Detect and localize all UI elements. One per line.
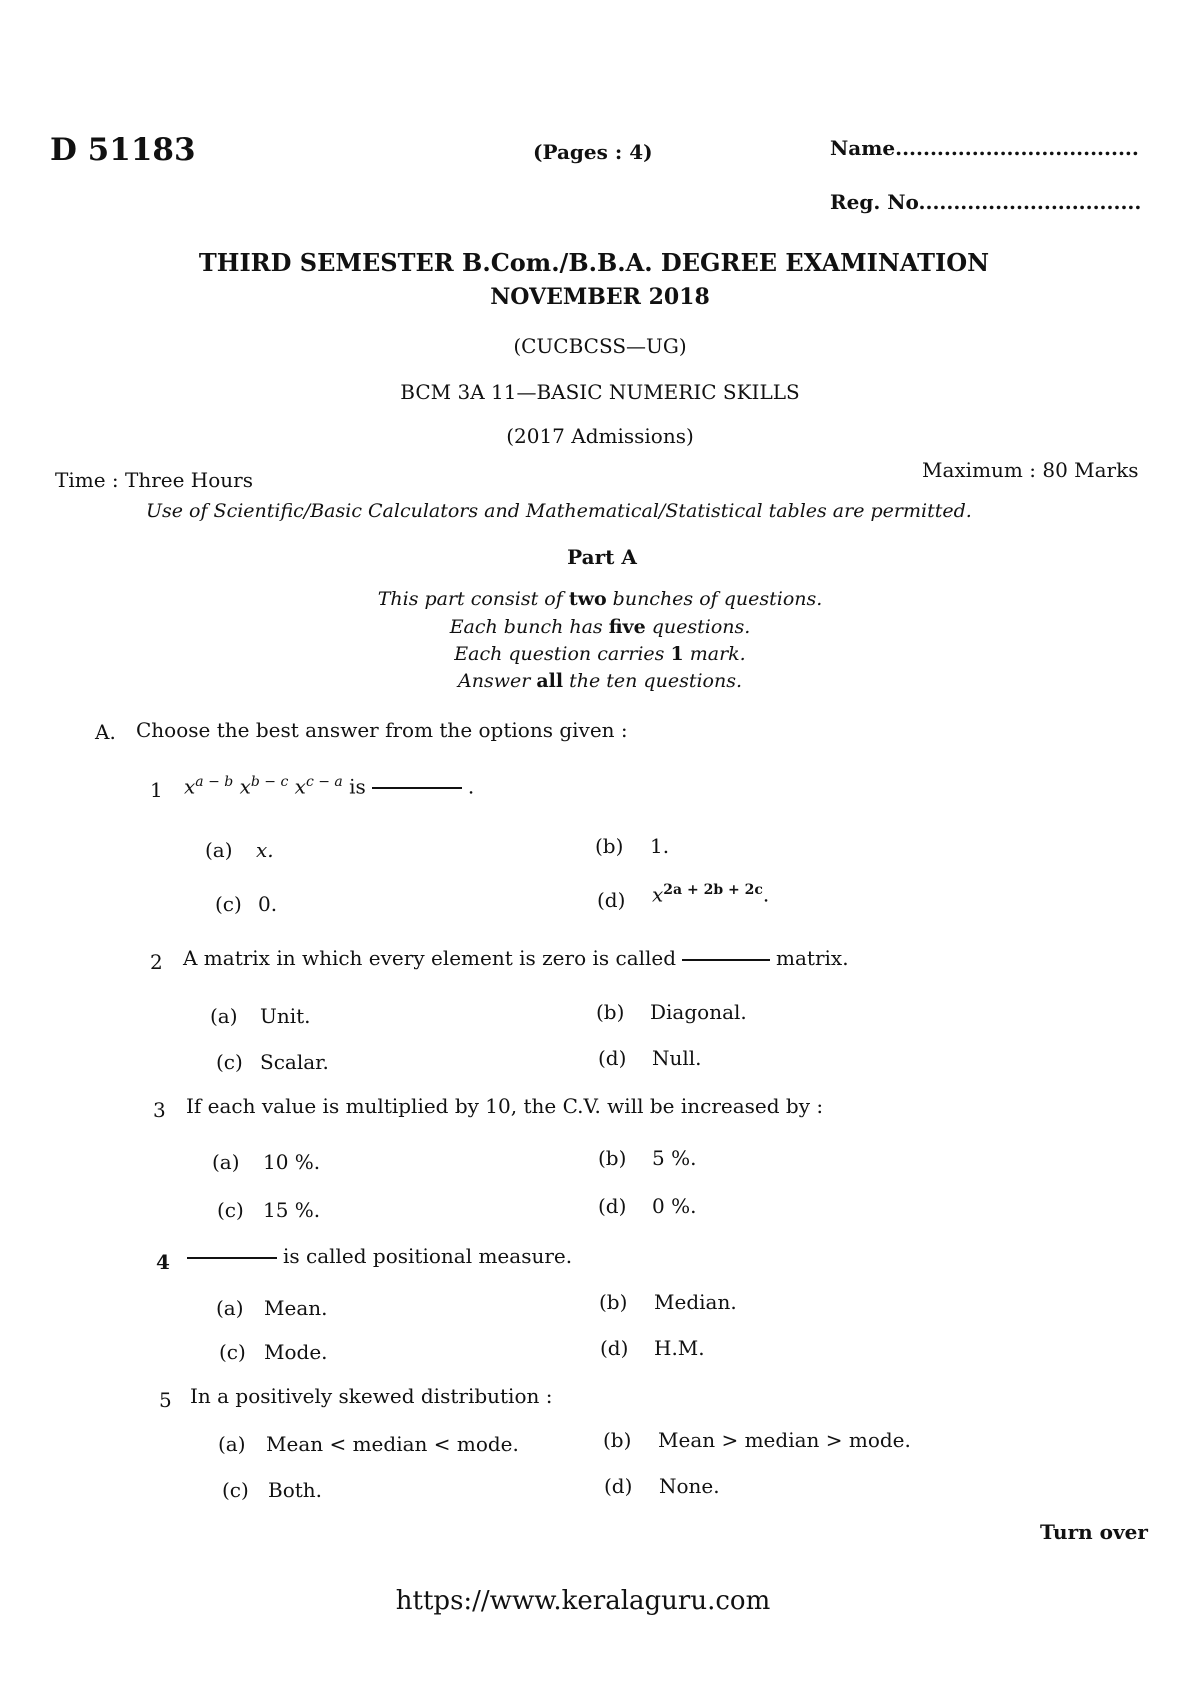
option-label: (d) xyxy=(600,1336,629,1360)
question-number: 1 xyxy=(150,778,163,802)
option-label: (c) xyxy=(216,1050,243,1074)
calculator-instruction: Use of Scientific/Basic Calculators and Mathematical/Statistical tables are permitted. xyxy=(146,500,972,522)
option-text: 10 %. xyxy=(263,1150,321,1174)
option-text: Mode. xyxy=(264,1340,328,1364)
exam-title: THIRD SEMESTER B.Com./B.B.A. DEGREE EXAMINATION xyxy=(198,248,990,277)
option-label: (a) xyxy=(216,1296,244,1320)
section-label: A. xyxy=(95,720,116,744)
course-title: BCM 3A 11—BASIC NUMERIC SKILLS xyxy=(400,380,800,404)
option-text: Null. xyxy=(652,1046,702,1070)
option-label: (b) xyxy=(596,1000,625,1024)
option-label: (c) xyxy=(219,1340,246,1364)
section-instruction: Choose the best answer from the options given : xyxy=(136,718,628,742)
option-text: 1. xyxy=(650,834,670,858)
option-label: (a) xyxy=(210,1004,238,1028)
exam-month: NOVEMBER 2018 xyxy=(490,284,710,310)
scheme: (CUCBCSS—UG) xyxy=(513,334,687,358)
option-label: (c) xyxy=(215,892,242,916)
time-allowed: Time : Three Hours xyxy=(55,468,253,492)
option-label: (b) xyxy=(603,1428,632,1452)
admissions: (2017 Admissions) xyxy=(506,424,694,448)
name-field: Name................................... xyxy=(830,136,1139,160)
option-label: (d) xyxy=(598,1046,627,1070)
question-number: 3 xyxy=(153,1098,166,1122)
paper-code: D 51183 xyxy=(50,132,196,168)
reg-no-field: Reg. No................................ xyxy=(830,190,1142,214)
option-label: (d) xyxy=(597,888,626,912)
maximum-marks: Maximum : 80 Marks xyxy=(922,458,1139,482)
option-text: Mean < median < mode. xyxy=(266,1432,519,1456)
instruction-note-2: Each bunch has five questions. xyxy=(449,616,751,638)
option-label: (c) xyxy=(217,1198,244,1222)
option-text: Mean. xyxy=(264,1296,328,1320)
instruction-note-1: This part consist of two bunches of questions. xyxy=(377,588,823,610)
question-text: In a positively skewed distribution : xyxy=(190,1384,553,1408)
instruction-note-4: Answer all the ten questions. xyxy=(457,670,743,692)
instruction-note-3: Each question carries 1 mark. xyxy=(454,643,746,665)
option-label: (b) xyxy=(598,1146,627,1170)
option-label: (a) xyxy=(205,838,233,862)
option-label: (d) xyxy=(598,1194,627,1218)
option-text: Both. xyxy=(268,1478,323,1502)
option-label: (b) xyxy=(599,1290,628,1314)
option-text: Scalar. xyxy=(260,1050,329,1074)
option-text: 5 %. xyxy=(652,1146,697,1170)
option-text: Unit. xyxy=(260,1004,311,1028)
question-number: 2 xyxy=(150,950,163,974)
question-text: If each value is multiplied by 10, the C.V. will be increased by : xyxy=(186,1094,824,1118)
option-text: 0 %. xyxy=(652,1194,697,1218)
part-heading: Part A xyxy=(567,545,637,569)
question-number: 5 xyxy=(159,1388,172,1412)
option-text: None. xyxy=(659,1474,720,1498)
question-number: 4 xyxy=(156,1250,170,1274)
question-text: $x^{a - b}$ $x^{b - c}$ $x^{c - a}$ is . xyxy=(184,774,475,799)
option-label: (d) xyxy=(604,1474,633,1498)
option-text: Median. xyxy=(654,1290,737,1314)
option-text: 0. xyxy=(258,892,278,916)
turn-over: Turn over xyxy=(1040,1520,1148,1544)
question-text: A matrix in which every element is zero is called matrix. xyxy=(183,946,849,970)
page-count: (Pages : 4) xyxy=(533,140,653,164)
option-text: $x^{2a + 2b + 2c}$. xyxy=(652,882,770,907)
option-label: (c) xyxy=(222,1478,249,1502)
option-text: H.M. xyxy=(654,1336,705,1360)
question-text: is called positional measure. xyxy=(187,1244,572,1268)
option-label: (a) xyxy=(218,1432,246,1456)
option-label: (b) xyxy=(595,834,624,858)
option-text: Mean > median > mode. xyxy=(658,1428,911,1452)
source-url[interactable]: https://www.keralaguru.com xyxy=(395,1586,771,1616)
option-text: 15 %. xyxy=(263,1198,321,1222)
option-label: (a) xyxy=(212,1150,240,1174)
option-text: Diagonal. xyxy=(650,1000,747,1024)
option-text: x. xyxy=(256,838,274,862)
